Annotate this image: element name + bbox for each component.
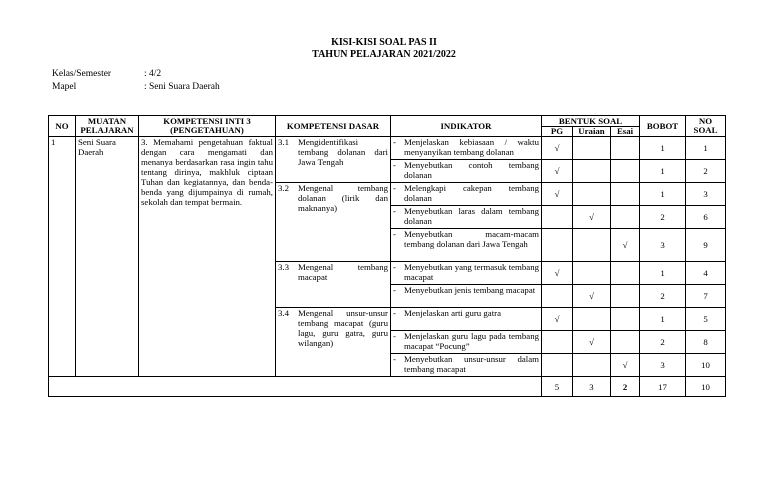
header-kd: KOMPETENSI DASAR [276, 116, 391, 137]
totals-row [49, 377, 726, 397]
pg-cell [542, 285, 573, 308]
kd-number: 3.1 [278, 137, 289, 147]
meta-value: : 4/2 [144, 69, 162, 79]
bobot-cell: 1 [640, 183, 686, 206]
header-no: NO [49, 116, 76, 137]
indikator-text: Menyebutkan unsur-unsur dalam tembang macapat [404, 354, 539, 374]
dash-marker: - [393, 354, 396, 364]
indikator-cell [391, 354, 542, 377]
no-soal-cell: 10 [686, 354, 726, 377]
no-soal-cell: 8 [686, 331, 726, 354]
dash-marker: - [393, 262, 396, 272]
indikator-cell [391, 308, 542, 331]
bobot-cell: 2 [640, 285, 686, 308]
uraian-cell [573, 137, 611, 160]
total-pg: 5 [542, 377, 573, 397]
esai-cell [611, 206, 640, 229]
dash-marker: - [393, 160, 396, 170]
kd-text: Mengenal tembang macapat [298, 262, 388, 282]
kd-cell [276, 262, 391, 308]
header-bobot: BOBOT [640, 116, 686, 137]
pg-cell [542, 206, 573, 229]
pg-cell [542, 229, 573, 262]
dash-marker: - [393, 285, 396, 295]
bobot-cell: 2 [640, 206, 686, 229]
pg-check: √ [542, 183, 573, 206]
dash-marker: - [393, 331, 396, 341]
dash-marker: - [393, 137, 396, 147]
kd-cell [276, 137, 391, 183]
meta-label: Kelas/Semester [52, 69, 112, 79]
no-soal-cell: 5 [686, 308, 726, 331]
indikator-cell [391, 229, 542, 262]
header-ki: KOMPETENSI INTI 3 (PENGETAHUAN) [139, 116, 276, 137]
meta-kelas [52, 69, 161, 80]
bobot-cell: 2 [640, 331, 686, 354]
indikator-text: Menyebutkan jenis tembang macapat [404, 285, 536, 295]
no-soal-cell: 3 [686, 183, 726, 206]
bobot-cell: 1 [640, 160, 686, 183]
header-pg: PG [542, 127, 573, 137]
header-esai: Esai [611, 127, 640, 137]
kd-number: 3.4 [278, 308, 289, 318]
indikator-cell [391, 183, 542, 206]
header-indikator: INDIKATOR [391, 116, 542, 137]
esai-cell [611, 160, 640, 183]
pg-cell [542, 354, 573, 377]
totals-label-cell [49, 377, 542, 397]
total-esai: 2 [611, 377, 640, 397]
row-number: 1 [49, 137, 76, 377]
indikator-cell [391, 137, 542, 160]
header-uraian: Uraian [573, 127, 611, 137]
header-bentuk-soal: BENTUK SOAL [542, 116, 640, 127]
indikator-text: Menjelaskan guru lagu pada tembang macapat “Pocung” [404, 331, 539, 351]
muatan-cell: Seni Suara Daerah [76, 137, 139, 377]
indikator-text: Menyebutkan contoh tembang dolanan [404, 160, 539, 180]
no-soal-cell: 1 [686, 137, 726, 160]
indikator-text: Menyebutkan yang termasuk tembang macapat [404, 262, 539, 282]
indikator-text: Melengkapi cakepan tembang dolanan [404, 183, 539, 203]
esai-check: √ [611, 229, 640, 262]
uraian-check: √ [573, 206, 611, 229]
no-soal-cell: 6 [686, 206, 726, 229]
no-soal-cell: 9 [686, 229, 726, 262]
no-soal-cell: 4 [686, 262, 726, 285]
bobot-cell: 1 [640, 137, 686, 160]
esai-cell [611, 137, 640, 160]
indikator-cell [391, 285, 542, 308]
bobot-cell: 3 [640, 354, 686, 377]
pg-check: √ [542, 160, 573, 183]
meta-mapel [52, 82, 220, 93]
dash-marker: - [393, 206, 396, 216]
indikator-text: Menjelaskan kebiasaan / waktu menyanyikan tembang dolanan [404, 137, 539, 157]
uraian-check: √ [573, 331, 611, 354]
document-title: KISI-KISI SOAL PAS II [331, 37, 437, 48]
esai-cell [611, 262, 640, 285]
indikator-text: Menyebutkan laras dalam tembang dolanan [404, 206, 539, 226]
kd-text: Mengenal tembang dolanan (lirik dan maknanya) [298, 183, 388, 213]
pg-cell [542, 331, 573, 354]
no-soal-cell: 7 [686, 285, 726, 308]
kd-number: 3.2 [278, 183, 289, 193]
total-bobot: 17 [640, 377, 686, 397]
indikator-cell [391, 206, 542, 229]
indikator-cell [391, 160, 542, 183]
uraian-cell [573, 308, 611, 331]
kd-text: Mengidentifikasi tembang dolanan dari Jawa Tengah [298, 137, 388, 167]
no-soal-cell: 2 [686, 160, 726, 183]
meta-label: Mapel [52, 82, 77, 92]
table-row [49, 137, 726, 160]
esai-cell [611, 331, 640, 354]
ki-cell: 3. Memahami pengetahuan faktual dengan cara mengamati dan menanya berdasarkan rasa ingin tahu tentang dirinya, makhluk ciptaan Tuhan dan kegiatannya, dan benda-benda yang dijumpainya di rumah, sekolah dan tempat bermain. [139, 137, 276, 377]
pg-check: √ [542, 262, 573, 285]
esai-cell [611, 308, 640, 331]
pg-check: √ [542, 308, 573, 331]
meta-value: : Seni Suara Daerah [144, 82, 220, 92]
uraian-cell [573, 229, 611, 262]
dash-marker: - [393, 308, 396, 318]
kisi-kisi-table [48, 115, 726, 397]
dash-marker: - [393, 183, 396, 193]
pg-check: √ [542, 137, 573, 160]
kd-text: Mengenal unsur-unsur tembang macapat (guru lagu, guru gatra, guru wilangan) [298, 308, 388, 348]
uraian-cell [573, 354, 611, 377]
bobot-cell: 3 [640, 229, 686, 262]
esai-cell [611, 183, 640, 206]
header-no-soal: NO SOAL [686, 116, 726, 137]
header-muatan: MUATAN PELAJARAN [76, 116, 139, 137]
uraian-check: √ [573, 285, 611, 308]
document-subtitle: TAHUN PELAJARAN 2021/2022 [312, 49, 456, 60]
indikator-text: Menjelaskan arti guru gatra [404, 308, 501, 318]
uraian-cell [573, 160, 611, 183]
indikator-text: Menyebutkan macam-macam tembang dolanan dari Jawa Tengah [404, 229, 539, 249]
bobot-cell: 1 [640, 308, 686, 331]
kd-cell [276, 183, 391, 262]
esai-check: √ [611, 354, 640, 377]
indikator-cell [391, 331, 542, 354]
bobot-cell: 1 [640, 262, 686, 285]
uraian-cell [573, 183, 611, 206]
total-no-soal: 10 [686, 377, 726, 397]
dash-marker: - [393, 229, 396, 239]
esai-cell [611, 285, 640, 308]
indikator-cell [391, 262, 542, 285]
kd-cell [276, 308, 391, 377]
uraian-cell [573, 262, 611, 285]
total-uraian: 3 [573, 377, 611, 397]
kd-number: 3.3 [278, 262, 289, 272]
